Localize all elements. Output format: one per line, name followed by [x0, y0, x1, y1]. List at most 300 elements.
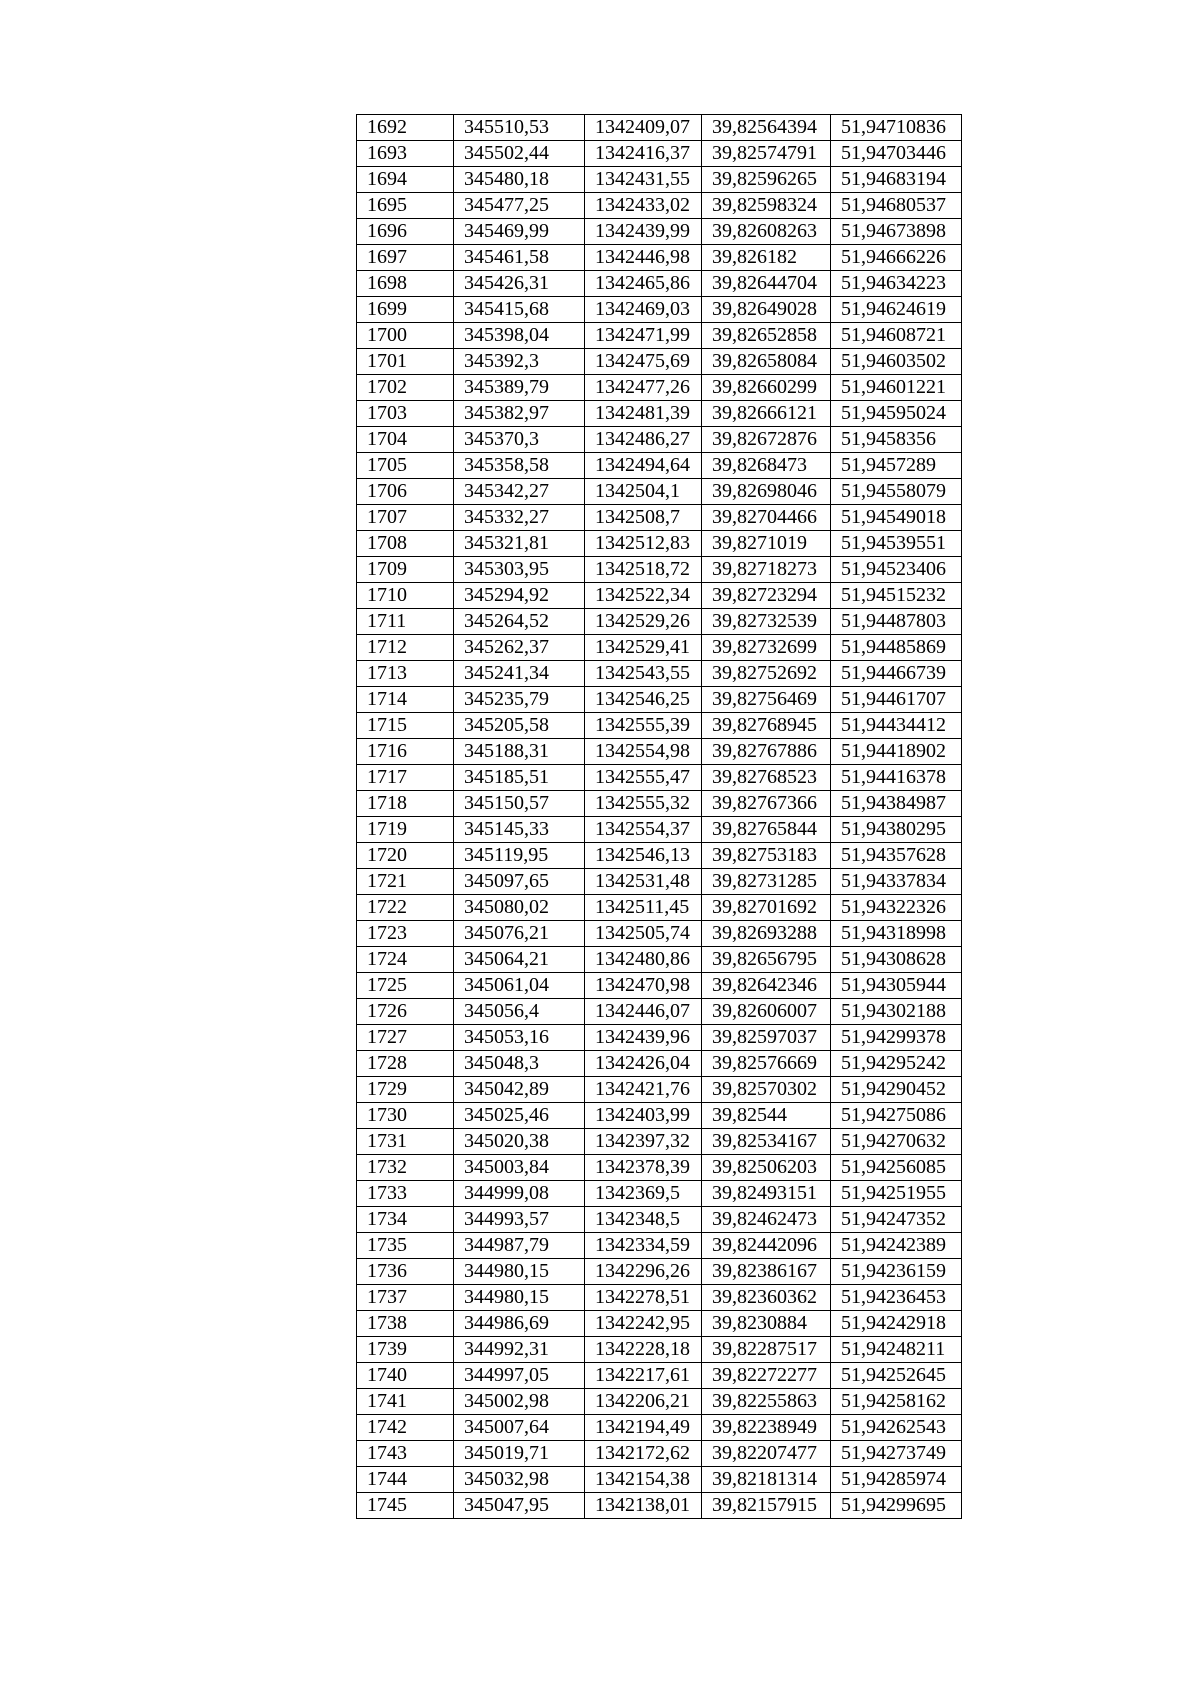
point-number-cell: 1741 [357, 1389, 454, 1415]
longitude-cell: 39,82272277 [702, 1363, 831, 1389]
table-row [357, 1129, 962, 1155]
longitude-cell: 39,82765844 [702, 817, 831, 843]
point-number-cell: 1712 [357, 635, 454, 661]
x-coordinate-cell: 345020,38 [454, 1129, 585, 1155]
longitude-cell: 39,82660299 [702, 375, 831, 401]
x-coordinate-cell: 344987,79 [454, 1233, 585, 1259]
point-number-cell: 1727 [357, 1025, 454, 1051]
table-row [357, 921, 962, 947]
longitude-cell: 39,82597037 [702, 1025, 831, 1051]
point-number-cell: 1695 [357, 193, 454, 219]
x-coordinate-cell: 344992,31 [454, 1337, 585, 1363]
point-number-cell: 1703 [357, 401, 454, 427]
y-coordinate-cell: 1342194,49 [585, 1415, 702, 1441]
longitude-cell: 39,82157915 [702, 1493, 831, 1519]
y-coordinate-cell: 1342494,64 [585, 453, 702, 479]
table-row [357, 1077, 962, 1103]
y-coordinate-cell: 1342334,59 [585, 1233, 702, 1259]
x-coordinate-cell: 345003,84 [454, 1155, 585, 1181]
point-number-cell: 1710 [357, 583, 454, 609]
latitude-cell: 51,94634223 [831, 271, 962, 297]
table-row [357, 765, 962, 791]
latitude-cell: 51,94485869 [831, 635, 962, 661]
y-coordinate-cell: 1342546,25 [585, 687, 702, 713]
point-number-cell: 1716 [357, 739, 454, 765]
latitude-cell: 51,94601221 [831, 375, 962, 401]
table-row [357, 1493, 962, 1519]
x-coordinate-cell: 345150,57 [454, 791, 585, 817]
x-coordinate-cell: 345235,79 [454, 687, 585, 713]
table-row [357, 1415, 962, 1441]
longitude-cell: 39,8268473 [702, 453, 831, 479]
y-coordinate-cell: 1342378,39 [585, 1155, 702, 1181]
point-number-cell: 1740 [357, 1363, 454, 1389]
latitude-cell: 51,94285974 [831, 1467, 962, 1493]
y-coordinate-cell: 1342555,39 [585, 713, 702, 739]
y-coordinate-cell: 1342522,34 [585, 583, 702, 609]
longitude-cell: 39,8230884 [702, 1311, 831, 1337]
y-coordinate-cell: 1342469,03 [585, 297, 702, 323]
y-coordinate-cell: 1342433,02 [585, 193, 702, 219]
x-coordinate-cell: 345002,98 [454, 1389, 585, 1415]
table-row [357, 1155, 962, 1181]
latitude-cell: 51,94380295 [831, 817, 962, 843]
table-row [357, 1389, 962, 1415]
y-coordinate-cell: 1342446,98 [585, 245, 702, 271]
point-number-cell: 1730 [357, 1103, 454, 1129]
x-coordinate-cell: 345480,18 [454, 167, 585, 193]
x-coordinate-cell: 345185,51 [454, 765, 585, 791]
table-row [357, 635, 962, 661]
x-coordinate-cell: 345076,21 [454, 921, 585, 947]
point-number-cell: 1729 [357, 1077, 454, 1103]
latitude-cell: 51,94710836 [831, 115, 962, 141]
latitude-cell: 51,94251955 [831, 1181, 962, 1207]
latitude-cell: 51,94318998 [831, 921, 962, 947]
y-coordinate-cell: 1342555,47 [585, 765, 702, 791]
longitude-cell: 39,826182 [702, 245, 831, 271]
table-row [357, 791, 962, 817]
table-row [357, 427, 962, 453]
x-coordinate-cell: 344980,15 [454, 1285, 585, 1311]
point-number-cell: 1694 [357, 167, 454, 193]
x-coordinate-cell: 345398,04 [454, 323, 585, 349]
point-number-cell: 1701 [357, 349, 454, 375]
point-number-cell: 1697 [357, 245, 454, 271]
latitude-cell: 51,94461707 [831, 687, 962, 713]
latitude-cell: 51,94236159 [831, 1259, 962, 1285]
longitude-cell: 39,82732699 [702, 635, 831, 661]
table-row [357, 141, 962, 167]
x-coordinate-cell: 345056,4 [454, 999, 585, 1025]
y-coordinate-cell: 1342242,95 [585, 1311, 702, 1337]
y-coordinate-cell: 1342172,62 [585, 1441, 702, 1467]
point-number-cell: 1737 [357, 1285, 454, 1311]
x-coordinate-cell: 345358,58 [454, 453, 585, 479]
point-number-cell: 1698 [357, 271, 454, 297]
x-coordinate-cell: 344980,15 [454, 1259, 585, 1285]
longitude-cell: 39,82564394 [702, 115, 831, 141]
latitude-cell: 51,94337834 [831, 869, 962, 895]
point-number-cell: 1696 [357, 219, 454, 245]
table-row [357, 505, 962, 531]
longitude-cell: 39,82718273 [702, 557, 831, 583]
point-number-cell: 1711 [357, 609, 454, 635]
point-number-cell: 1739 [357, 1337, 454, 1363]
x-coordinate-cell: 345426,31 [454, 271, 585, 297]
longitude-cell: 39,82731285 [702, 869, 831, 895]
x-coordinate-cell: 345047,95 [454, 1493, 585, 1519]
latitude-cell: 51,94258162 [831, 1389, 962, 1415]
point-number-cell: 1723 [357, 921, 454, 947]
x-coordinate-cell: 345080,02 [454, 895, 585, 921]
point-number-cell: 1692 [357, 115, 454, 141]
longitude-cell: 39,82767366 [702, 791, 831, 817]
latitude-cell: 51,94683194 [831, 167, 962, 193]
longitude-cell: 39,82238949 [702, 1415, 831, 1441]
longitude-cell: 39,82544 [702, 1103, 831, 1129]
point-number-cell: 1709 [357, 557, 454, 583]
table-row [357, 1467, 962, 1493]
table-row [357, 583, 962, 609]
y-coordinate-cell: 1342531,48 [585, 869, 702, 895]
latitude-cell: 51,94673898 [831, 219, 962, 245]
x-coordinate-cell: 345188,31 [454, 739, 585, 765]
table-row [357, 1311, 962, 1337]
table-row [357, 843, 962, 869]
y-coordinate-cell: 1342348,5 [585, 1207, 702, 1233]
longitude-cell: 39,8271019 [702, 531, 831, 557]
y-coordinate-cell: 1342529,41 [585, 635, 702, 661]
x-coordinate-cell: 345053,16 [454, 1025, 585, 1051]
x-coordinate-cell: 345332,27 [454, 505, 585, 531]
latitude-cell: 51,94247352 [831, 1207, 962, 1233]
latitude-cell: 51,94466739 [831, 661, 962, 687]
point-number-cell: 1713 [357, 661, 454, 687]
longitude-cell: 39,82462473 [702, 1207, 831, 1233]
latitude-cell: 51,94295242 [831, 1051, 962, 1077]
y-coordinate-cell: 1342206,21 [585, 1389, 702, 1415]
longitude-cell: 39,82666121 [702, 401, 831, 427]
point-number-cell: 1702 [357, 375, 454, 401]
latitude-cell: 51,94273749 [831, 1441, 962, 1467]
latitude-cell: 51,94595024 [831, 401, 962, 427]
x-coordinate-cell: 345241,34 [454, 661, 585, 687]
table-row [357, 973, 962, 999]
y-coordinate-cell: 1342426,04 [585, 1051, 702, 1077]
x-coordinate-cell: 344986,69 [454, 1311, 585, 1337]
latitude-cell: 51,94666226 [831, 245, 962, 271]
table-row [357, 1441, 962, 1467]
longitude-cell: 39,82732539 [702, 609, 831, 635]
table-row [357, 1337, 962, 1363]
y-coordinate-cell: 1342465,86 [585, 271, 702, 297]
point-number-cell: 1706 [357, 479, 454, 505]
latitude-cell: 51,94603502 [831, 349, 962, 375]
table-row [357, 531, 962, 557]
latitude-cell: 51,94252645 [831, 1363, 962, 1389]
latitude-cell: 51,94299695 [831, 1493, 962, 1519]
table-row [357, 323, 962, 349]
latitude-cell: 51,94680537 [831, 193, 962, 219]
latitude-cell: 51,94299378 [831, 1025, 962, 1051]
latitude-cell: 51,94515232 [831, 583, 962, 609]
longitude-cell: 39,82534167 [702, 1129, 831, 1155]
x-coordinate-cell: 345303,95 [454, 557, 585, 583]
table-row [357, 947, 962, 973]
latitude-cell: 51,94357628 [831, 843, 962, 869]
x-coordinate-cell: 345061,04 [454, 973, 585, 999]
point-number-cell: 1718 [357, 791, 454, 817]
y-coordinate-cell: 1342296,26 [585, 1259, 702, 1285]
table-row [357, 453, 962, 479]
table-row [357, 401, 962, 427]
longitude-cell: 39,82574791 [702, 141, 831, 167]
y-coordinate-cell: 1342228,18 [585, 1337, 702, 1363]
x-coordinate-cell: 345392,3 [454, 349, 585, 375]
longitude-cell: 39,82768523 [702, 765, 831, 791]
x-coordinate-cell: 345205,58 [454, 713, 585, 739]
x-coordinate-cell: 345145,33 [454, 817, 585, 843]
point-number-cell: 1699 [357, 297, 454, 323]
y-coordinate-cell: 1342403,99 [585, 1103, 702, 1129]
table-row [357, 1025, 962, 1051]
longitude-cell: 39,82756469 [702, 687, 831, 713]
latitude-cell: 51,94262543 [831, 1415, 962, 1441]
y-coordinate-cell: 1342470,98 [585, 973, 702, 999]
longitude-cell: 39,82652858 [702, 323, 831, 349]
table-row [357, 349, 962, 375]
latitude-cell: 51,94434412 [831, 713, 962, 739]
longitude-cell: 39,82442096 [702, 1233, 831, 1259]
x-coordinate-cell: 345048,3 [454, 1051, 585, 1077]
x-coordinate-cell: 345019,71 [454, 1441, 585, 1467]
y-coordinate-cell: 1342439,96 [585, 1025, 702, 1051]
coordinates-table [356, 114, 962, 1519]
latitude-cell: 51,94416378 [831, 765, 962, 791]
longitude-cell: 39,82649028 [702, 297, 831, 323]
longitude-cell: 39,82181314 [702, 1467, 831, 1493]
latitude-cell: 51,94290452 [831, 1077, 962, 1103]
table-row [357, 895, 962, 921]
latitude-cell: 51,94624619 [831, 297, 962, 323]
x-coordinate-cell: 345389,79 [454, 375, 585, 401]
longitude-cell: 39,82606007 [702, 999, 831, 1025]
longitude-cell: 39,82767886 [702, 739, 831, 765]
table-row [357, 375, 962, 401]
table-row [357, 193, 962, 219]
longitude-cell: 39,82506203 [702, 1155, 831, 1181]
latitude-cell: 51,94558079 [831, 479, 962, 505]
point-number-cell: 1705 [357, 453, 454, 479]
point-number-cell: 1745 [357, 1493, 454, 1519]
longitude-cell: 39,82658084 [702, 349, 831, 375]
longitude-cell: 39,82608263 [702, 219, 831, 245]
y-coordinate-cell: 1342511,45 [585, 895, 702, 921]
x-coordinate-cell: 344999,08 [454, 1181, 585, 1207]
latitude-cell: 51,94270632 [831, 1129, 962, 1155]
longitude-cell: 39,82644704 [702, 271, 831, 297]
latitude-cell: 51,94305944 [831, 973, 962, 999]
y-coordinate-cell: 1342554,37 [585, 817, 702, 843]
y-coordinate-cell: 1342278,51 [585, 1285, 702, 1311]
y-coordinate-cell: 1342475,69 [585, 349, 702, 375]
y-coordinate-cell: 1342154,38 [585, 1467, 702, 1493]
point-number-cell: 1721 [357, 869, 454, 895]
point-number-cell: 1736 [357, 1259, 454, 1285]
point-number-cell: 1720 [357, 843, 454, 869]
x-coordinate-cell: 344997,05 [454, 1363, 585, 1389]
latitude-cell: 51,94384987 [831, 791, 962, 817]
latitude-cell: 51,9457289 [831, 453, 962, 479]
table-row [357, 1259, 962, 1285]
point-number-cell: 1722 [357, 895, 454, 921]
point-number-cell: 1732 [357, 1155, 454, 1181]
point-number-cell: 1708 [357, 531, 454, 557]
table-row [357, 115, 962, 141]
longitude-cell: 39,82698046 [702, 479, 831, 505]
x-coordinate-cell: 345342,27 [454, 479, 585, 505]
latitude-cell: 51,94539551 [831, 531, 962, 557]
latitude-cell: 51,94275086 [831, 1103, 962, 1129]
y-coordinate-cell: 1342471,99 [585, 323, 702, 349]
point-number-cell: 1726 [357, 999, 454, 1025]
table-row [357, 297, 962, 323]
y-coordinate-cell: 1342431,55 [585, 167, 702, 193]
longitude-cell: 39,82576669 [702, 1051, 831, 1077]
y-coordinate-cell: 1342481,39 [585, 401, 702, 427]
longitude-cell: 39,82386167 [702, 1259, 831, 1285]
longitude-cell: 39,82255863 [702, 1389, 831, 1415]
point-number-cell: 1735 [357, 1233, 454, 1259]
point-number-cell: 1704 [357, 427, 454, 453]
y-coordinate-cell: 1342554,98 [585, 739, 702, 765]
point-number-cell: 1714 [357, 687, 454, 713]
y-coordinate-cell: 1342409,07 [585, 115, 702, 141]
point-number-cell: 1744 [357, 1467, 454, 1493]
y-coordinate-cell: 1342446,07 [585, 999, 702, 1025]
longitude-cell: 39,82287517 [702, 1337, 831, 1363]
y-coordinate-cell: 1342543,55 [585, 661, 702, 687]
longitude-cell: 39,82598324 [702, 193, 831, 219]
point-number-cell: 1738 [357, 1311, 454, 1337]
x-coordinate-cell: 345097,65 [454, 869, 585, 895]
x-coordinate-cell: 345064,21 [454, 947, 585, 973]
y-coordinate-cell: 1342555,32 [585, 791, 702, 817]
table-row [357, 1181, 962, 1207]
latitude-cell: 51,94242389 [831, 1233, 962, 1259]
longitude-cell: 39,82596265 [702, 167, 831, 193]
x-coordinate-cell: 345119,95 [454, 843, 585, 869]
table-row [357, 245, 962, 271]
table-row [357, 479, 962, 505]
point-number-cell: 1743 [357, 1441, 454, 1467]
latitude-cell: 51,94418902 [831, 739, 962, 765]
y-coordinate-cell: 1342512,83 [585, 531, 702, 557]
point-number-cell: 1719 [357, 817, 454, 843]
table-row [357, 219, 962, 245]
x-coordinate-cell: 344993,57 [454, 1207, 585, 1233]
point-number-cell: 1724 [357, 947, 454, 973]
longitude-cell: 39,82570302 [702, 1077, 831, 1103]
point-number-cell: 1742 [357, 1415, 454, 1441]
y-coordinate-cell: 1342518,72 [585, 557, 702, 583]
y-coordinate-cell: 1342369,5 [585, 1181, 702, 1207]
table-row [357, 609, 962, 635]
x-coordinate-cell: 345264,52 [454, 609, 585, 635]
x-coordinate-cell: 345262,37 [454, 635, 585, 661]
table-row [357, 271, 962, 297]
x-coordinate-cell: 345025,46 [454, 1103, 585, 1129]
point-number-cell: 1717 [357, 765, 454, 791]
y-coordinate-cell: 1342416,37 [585, 141, 702, 167]
point-number-cell: 1725 [357, 973, 454, 999]
latitude-cell: 51,94608721 [831, 323, 962, 349]
longitude-cell: 39,82493151 [702, 1181, 831, 1207]
y-coordinate-cell: 1342477,26 [585, 375, 702, 401]
longitude-cell: 39,82642346 [702, 973, 831, 999]
latitude-cell: 51,94487803 [831, 609, 962, 635]
x-coordinate-cell: 345321,81 [454, 531, 585, 557]
y-coordinate-cell: 1342439,99 [585, 219, 702, 245]
y-coordinate-cell: 1342421,76 [585, 1077, 702, 1103]
x-coordinate-cell: 345502,44 [454, 141, 585, 167]
y-coordinate-cell: 1342505,74 [585, 921, 702, 947]
latitude-cell: 51,94236453 [831, 1285, 962, 1311]
x-coordinate-cell: 345042,89 [454, 1077, 585, 1103]
table-row [357, 1103, 962, 1129]
longitude-cell: 39,82693288 [702, 921, 831, 947]
table-row [357, 557, 962, 583]
longitude-cell: 39,82672876 [702, 427, 831, 453]
x-coordinate-cell: 345007,64 [454, 1415, 585, 1441]
longitude-cell: 39,82207477 [702, 1441, 831, 1467]
x-coordinate-cell: 345415,68 [454, 297, 585, 323]
table-row [357, 661, 962, 687]
table-row [357, 817, 962, 843]
point-number-cell: 1715 [357, 713, 454, 739]
y-coordinate-cell: 1342480,86 [585, 947, 702, 973]
longitude-cell: 39,82704466 [702, 505, 831, 531]
y-coordinate-cell: 1342504,1 [585, 479, 702, 505]
y-coordinate-cell: 1342486,27 [585, 427, 702, 453]
latitude-cell: 51,94302188 [831, 999, 962, 1025]
latitude-cell: 51,9458356 [831, 427, 962, 453]
table-row [357, 713, 962, 739]
longitude-cell: 39,82768945 [702, 713, 831, 739]
latitude-cell: 51,94549018 [831, 505, 962, 531]
table-row [357, 999, 962, 1025]
longitude-cell: 39,82723294 [702, 583, 831, 609]
latitude-cell: 51,94703446 [831, 141, 962, 167]
point-number-cell: 1693 [357, 141, 454, 167]
latitude-cell: 51,94523406 [831, 557, 962, 583]
longitude-cell: 39,82656795 [702, 947, 831, 973]
longitude-cell: 39,82360362 [702, 1285, 831, 1311]
x-coordinate-cell: 345469,99 [454, 219, 585, 245]
table-row [357, 687, 962, 713]
x-coordinate-cell: 345370,3 [454, 427, 585, 453]
longitude-cell: 39,82753183 [702, 843, 831, 869]
x-coordinate-cell: 345294,92 [454, 583, 585, 609]
point-number-cell: 1700 [357, 323, 454, 349]
x-coordinate-cell: 345032,98 [454, 1467, 585, 1493]
latitude-cell: 51,94308628 [831, 947, 962, 973]
y-coordinate-cell: 1342546,13 [585, 843, 702, 869]
longitude-cell: 39,82752692 [702, 661, 831, 687]
latitude-cell: 51,94256085 [831, 1155, 962, 1181]
x-coordinate-cell: 345510,53 [454, 115, 585, 141]
